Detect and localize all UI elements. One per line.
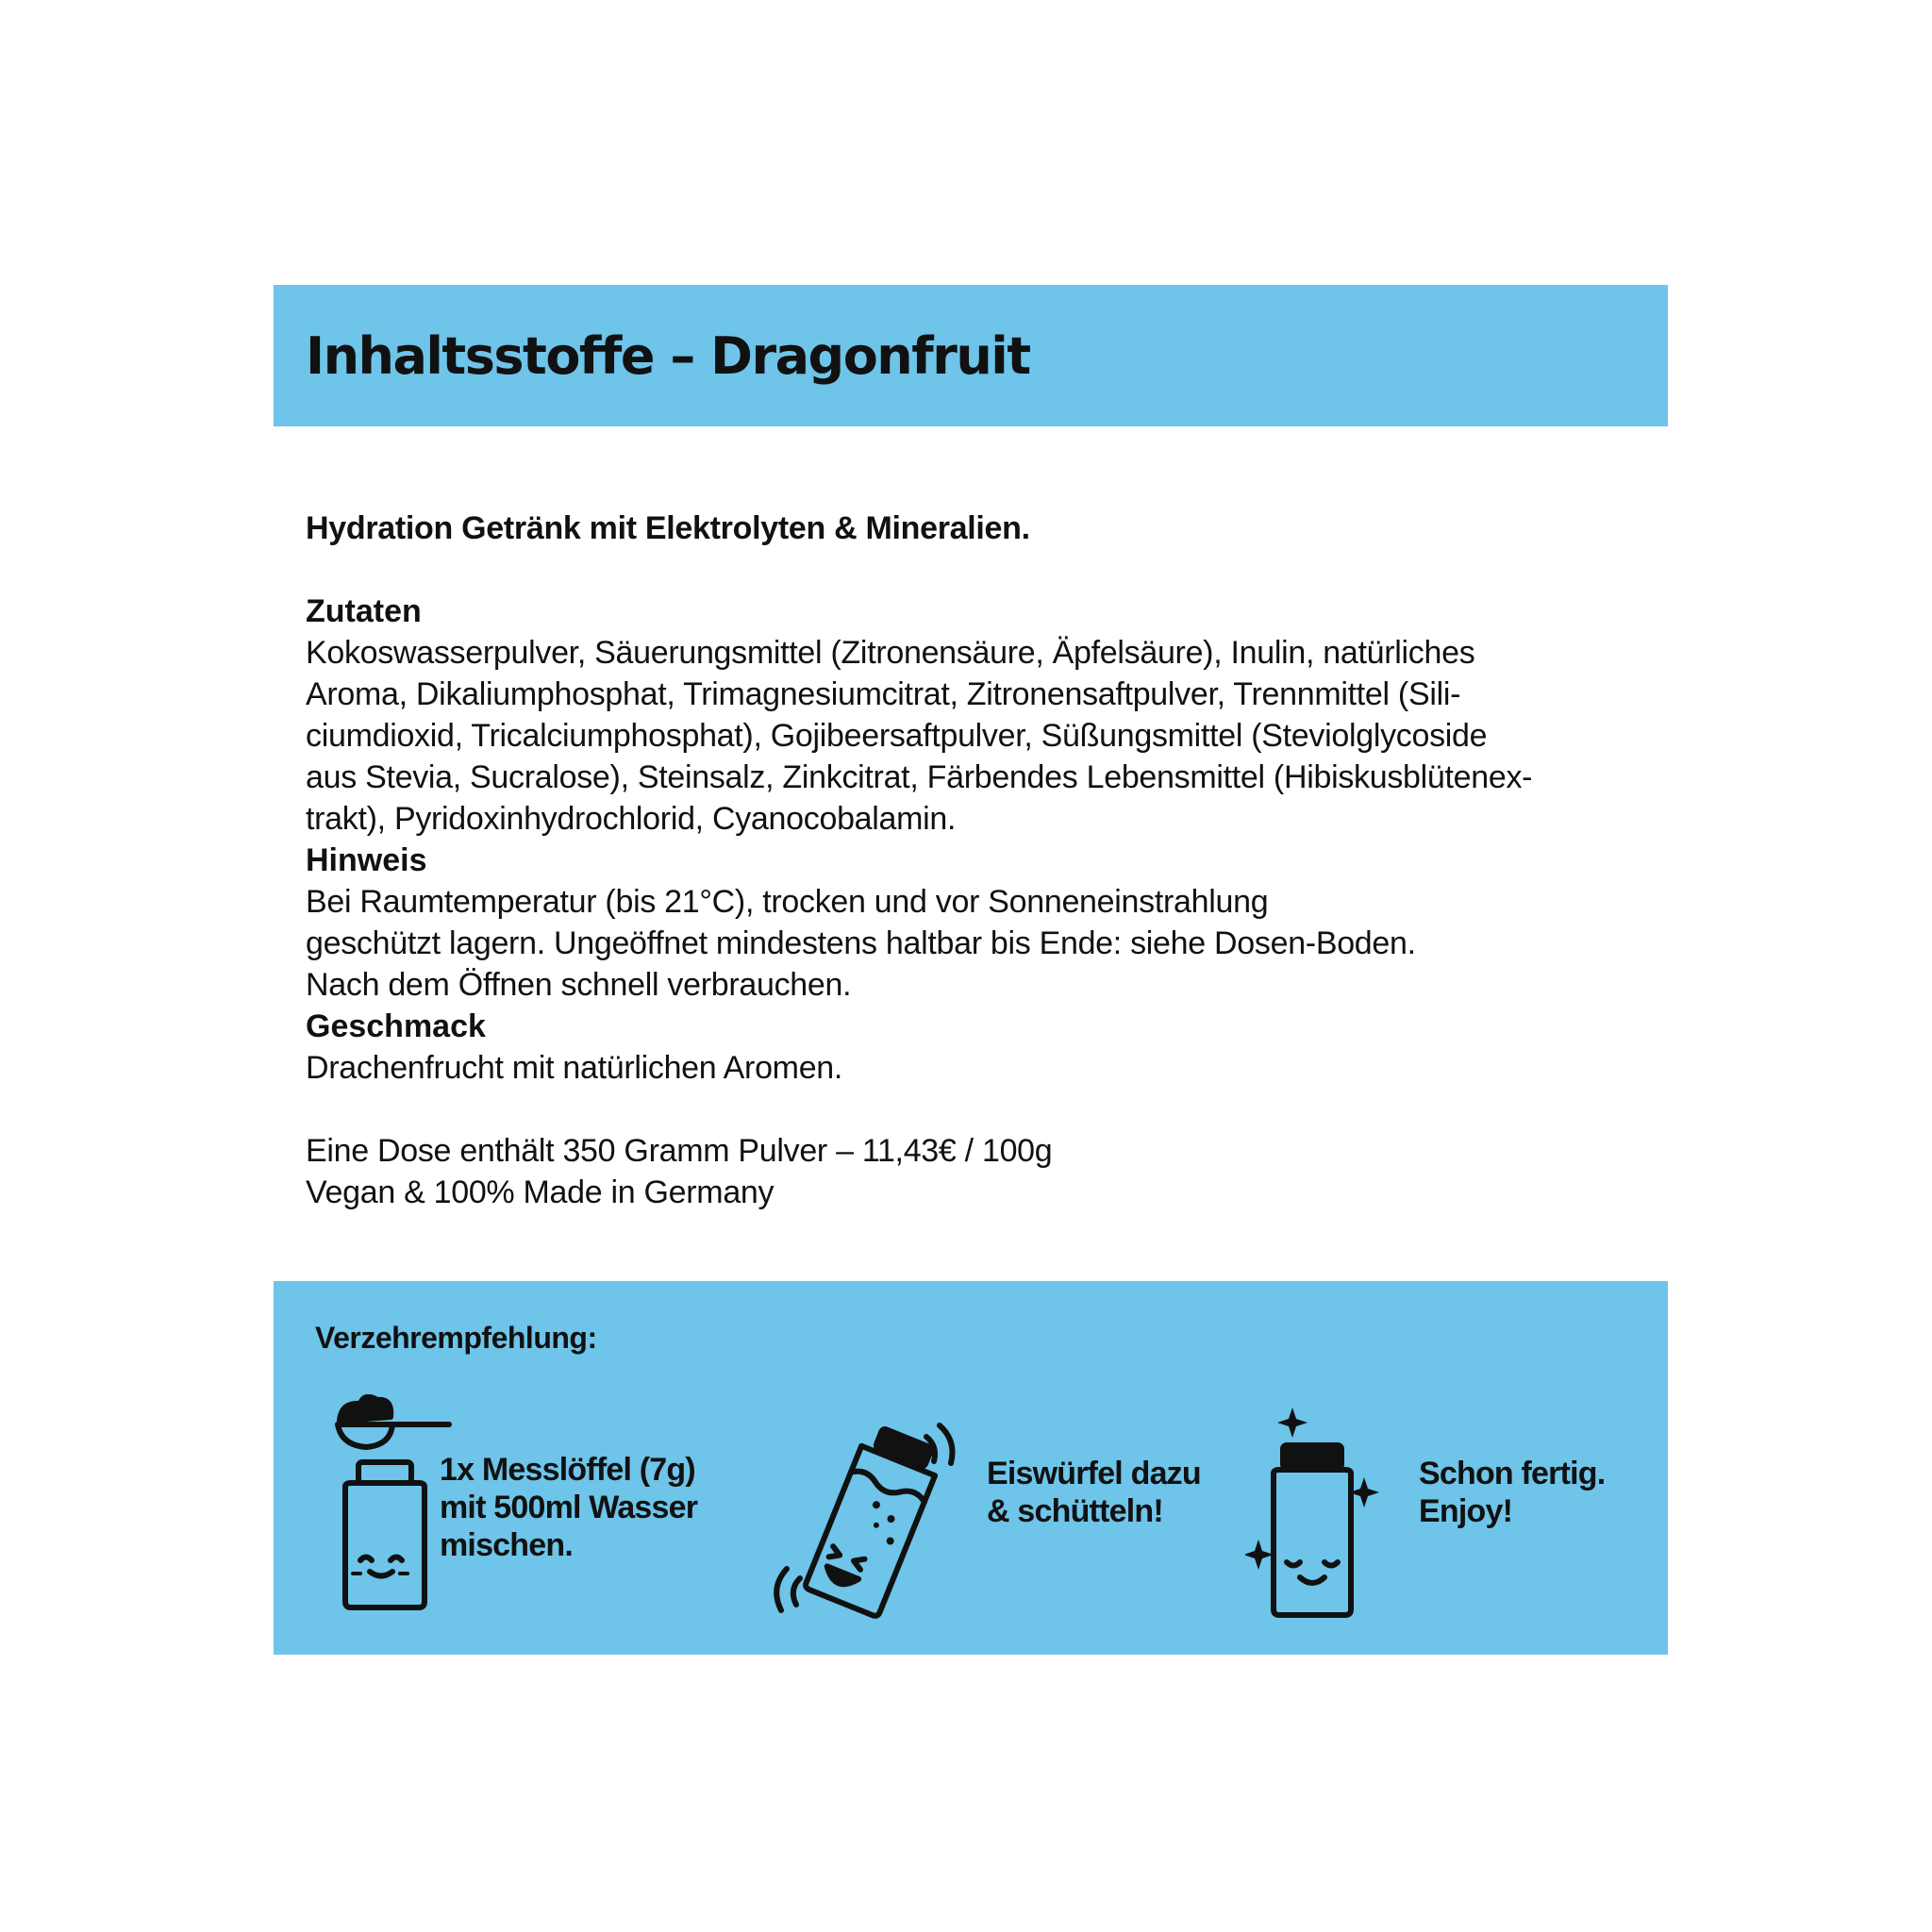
hinweis-line: Nach dem Öffnen schnell verbrauchen. xyxy=(306,967,852,1003)
step-3-text: Schon fertig. Enjoy! xyxy=(1419,1456,1606,1529)
usage-heading: Verzehrempfehlung: xyxy=(315,1321,597,1355)
zutaten-line: Kokoswasserpulver, Säuerungsmittel (Zitronensäure, Äpfelsäure), Inulin, natürliches xyxy=(306,635,1475,671)
step-1-text: 1x Messlöffel (7g) mit 500ml Wasser mischen. xyxy=(440,1452,698,1563)
scoop-bottle-icon xyxy=(332,1394,455,1611)
zutaten-line: Aroma, Dikaliumphosphat, Trimagnesiumcitrat, Zitronensaftpulver, Trennmittel (Sili- xyxy=(306,676,1461,712)
page-title: Inhaltsstoffe – Dragonfruit xyxy=(306,325,1030,386)
zutaten-heading: Zutaten xyxy=(306,593,422,629)
hinweis-heading: Hinweis xyxy=(306,842,427,878)
ingredients-section xyxy=(306,508,1674,1213)
origin-info: Vegan & 100% Made in Germany xyxy=(306,1174,774,1210)
content-info: Eine Dose enthält 350 Gramm Pulver – 11,43€ / 100g xyxy=(306,1133,1053,1169)
shaking-bottle-icon xyxy=(774,1418,972,1621)
zutaten-text xyxy=(306,632,1674,840)
hinweis-line: geschützt lagern. Ungeöffnet mindestens haltbar bis Ende: siehe Dosen-Boden. xyxy=(306,925,1416,961)
sparkling-bottle-icon xyxy=(1245,1404,1387,1621)
geschmack-text: Drachenfrucht mit natürlichen Aromen. xyxy=(306,1050,843,1086)
product-lead: Hydration Getränk mit Elektrolyten & Mineralien. xyxy=(306,510,1030,546)
zutaten-line: trakt), Pyridoxinhydrochlorid, Cyanocobalamin. xyxy=(306,801,957,837)
zutaten-line: aus Stevia, Sucralose), Steinsalz, Zinkcitrat, Färbendes Lebensmittel (Hibiskusblütenex- xyxy=(306,759,1533,795)
zutaten-line: ciumdioxid, Tricalciumphosphat), Gojibeersaftpulver, Süßungsmittel (Steviolglycoside xyxy=(306,718,1488,754)
title-bar xyxy=(274,285,1668,426)
usage-panel xyxy=(274,1281,1668,1655)
geschmack-heading: Geschmack xyxy=(306,1008,486,1044)
hinweis-text xyxy=(306,881,1674,1006)
hinweis-line: Bei Raumtemperatur (bis 21°C), trocken und vor Sonneneinstrahlung xyxy=(306,884,1269,920)
step-2-text: Eiswürfel dazu & schütteln! xyxy=(987,1456,1201,1529)
